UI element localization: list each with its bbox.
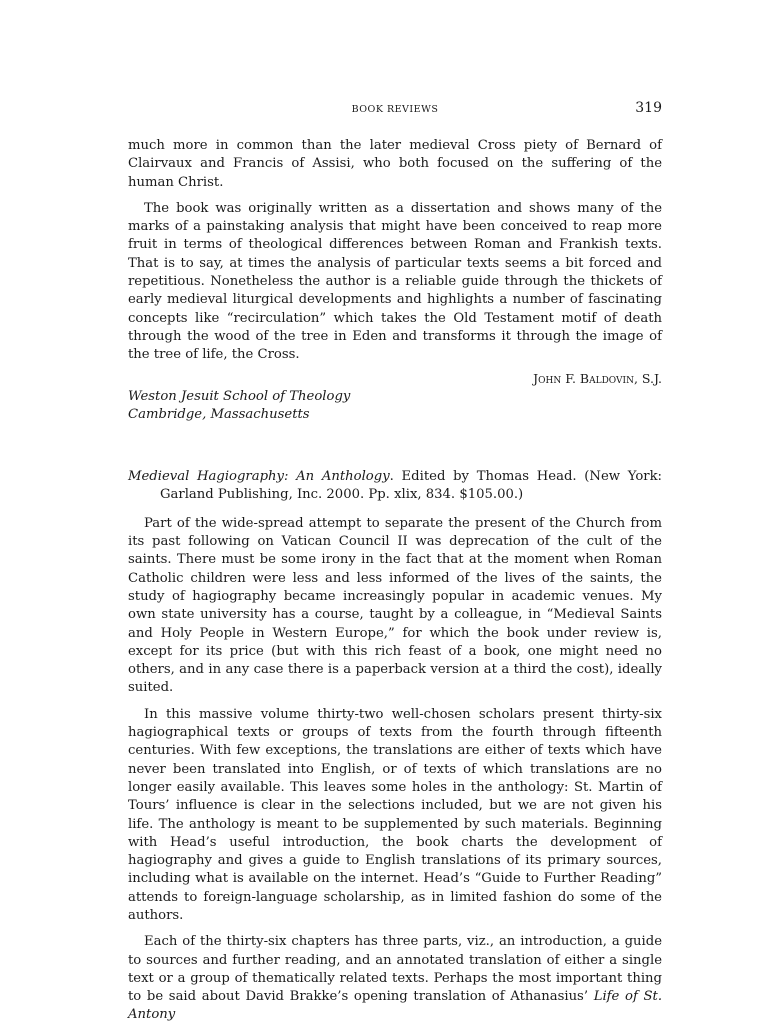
paragraph-3-text: Each of the thirty-six chapters has three parts, viz., an introduction, a guide to sources and further reading, and an annotated translation of either a single text or a group of thematically related texts. Perhaps the most important thing to be said about David Brakke’s opening translation of Athanasius’ [128, 934, 662, 1005]
paragraph-3-italic-title: Life of St. Antony [128, 989, 663, 1023]
reviewer-name: John F. Baldovin, S.J. [533, 370, 662, 386]
book-title: Medieval Hagiography: An Anthology [128, 469, 390, 485]
review1-paragraph-2: The book was originally written as a dissertation and shows many of the marks of a painstaking analysis that might have been conceived to reap more fruit in terms of theological differences between Roman and Frankish texts. That is to say, at times the analysis of particular texts seems a bit forced and repetitious. Nonetheless the author is a reliable guide through the thickets of early medieval liturgical developments and highlights a number of fascinating concepts like “recirculation” which takes the Old Testament motif of death through the wood of the tree in Eden and transforms it through the image of the tree of life, the Cross. [128, 200, 662, 363]
page-number: 319 [635, 100, 662, 116]
page-body [128, 137, 662, 1025]
review2-paragraph-1: Part of the wide-spread attempt to separate the present of the Church from its past following on Vatican Council II was deprecation of the cult of the saints. There must be some irony in the fact that at the moment when Roman Catholic children were less and less informed of the lives of the saints, the study of hagiography became increasingly popular in academic venues. My own state university has a course, taught by a colleague, in “Medieval Saints and Holy People in Western Europe,” for which the book under review is, except for its price (but with this rich feast of a book, one might need no others, and in any case there is a paperback version at a third the cost), ideally suited. [128, 515, 662, 696]
page-header [128, 100, 662, 120]
reviewer-affiliation [128, 388, 662, 425]
book-citation [128, 468, 662, 505]
review2-paragraph-2: In this massive volume thirty-two well-chosen scholars present thirty-six hagiographical texts or groups of texts from the fourth through fifteenth centuries. With few exceptions, the translations are either of texts which have never been translated into English, or of texts of which translations are no longer easily available. This leaves some holes in the anthology: St. Martin of Tours’ influence is clear in the selections included, but we are not given his life. The anthology is meant to be supplemented by such materials. Beginning with Head’s useful introduction, the book charts the development of hagiography and gives a guide to English translations of its primary sources, including what is available on the internet. Head’s “Guide to Further Reading” attends to foreign-language scholarship, as in limited fashion do some of the authors. [128, 706, 662, 923]
review2-paragraph-3 [128, 933, 662, 1024]
book-details: . Edited by Thomas Head. (New York: Garland Publishing, Inc. 2000. Pp. xlix, 834. $105.00.) [160, 469, 663, 503]
running-head: BOOK REVIEWS [351, 104, 439, 115]
affiliation-line-1: Weston Jesuit School of Theology [128, 388, 351, 404]
review1-continued-paragraph: much more in common than the later medieval Cross piety of Bernard of Clairvaux and Francis of Assisi, who both focused on the suffering of the human Christ. [128, 138, 662, 190]
affiliation-line-2: Cambridge, Massachusetts [128, 406, 310, 422]
